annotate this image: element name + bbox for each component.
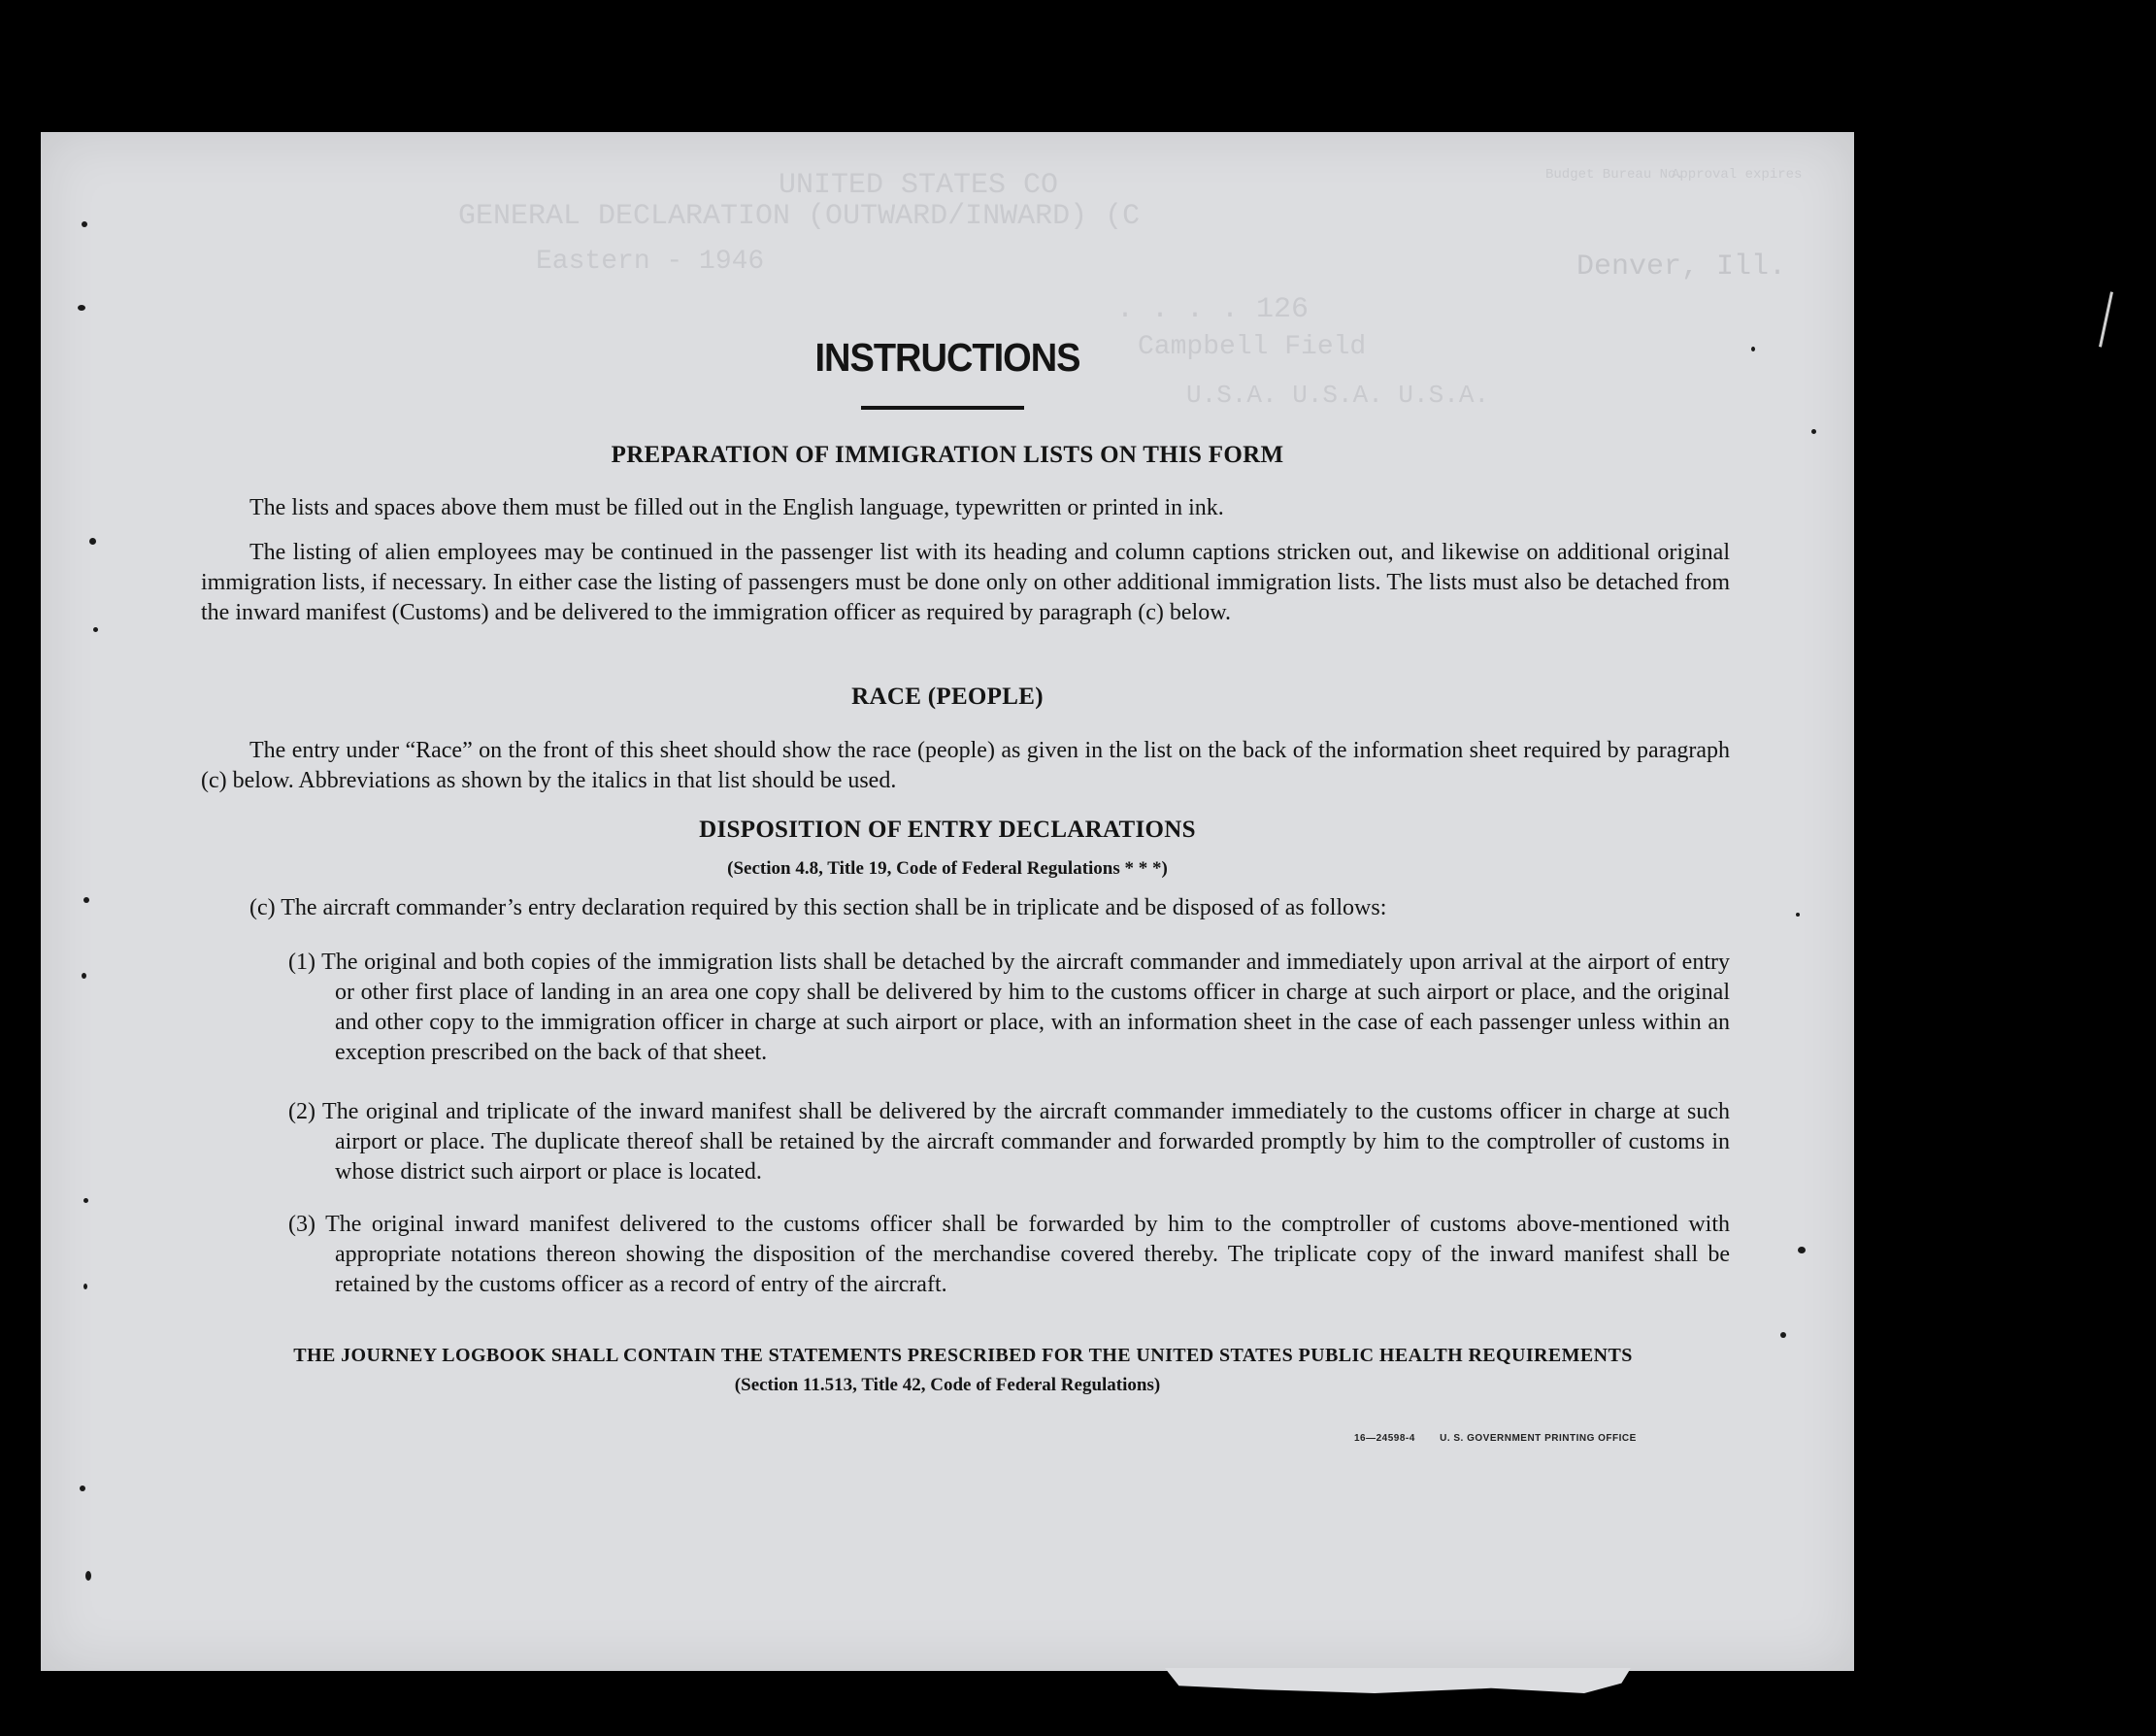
instructions-document xyxy=(41,132,1854,1671)
page-title: INSTRUCTIONS xyxy=(814,336,1080,381)
section-heading-race: RACE (PEOPLE) xyxy=(851,684,1044,710)
title-underline xyxy=(861,406,1024,410)
disposition-item-1: (1) The original and both copies of the immigration lists shall be detached by the aircraft commander and immediately upon arrival at the airport of entry or other first place of landing in an area one copy shall be delivered by him to the customs officer in charge at such airport or place, and the original and other copy to the immigration officer in charge at such airport or place, with an information sheet in the case of each passenger unless within an exception prescribed on the back of that sheet. xyxy=(288,950,1730,1065)
scan-speck xyxy=(83,897,89,903)
bleed-through-text: Denver, Ill. xyxy=(1576,250,1787,284)
scan-edge-mark xyxy=(2099,291,2113,347)
scan-speck xyxy=(1751,347,1755,351)
paper-torn-edge xyxy=(1165,1668,1631,1693)
race-paragraph: The entry under “Race” on the front of this sheet should show the race (people) as given in the list on the back of the information sheet required by paragraph (c) below. Abbreviations as shown by the italics in that list should be used. xyxy=(201,738,1730,793)
printer-name: U. S. GOVERNMENT PRINTING OFFICE xyxy=(1440,1433,1637,1444)
bleed-through-text: GENERAL DECLARATION (OUTWARD/INWARD) (C xyxy=(458,200,1141,233)
bleed-through-text: Campbell Field xyxy=(1138,332,1367,362)
bleed-through-text: U.S.A. U.S.A. U.S.A. xyxy=(1186,381,1490,410)
scan-speck xyxy=(1780,1332,1786,1338)
scan-speck xyxy=(93,627,98,632)
scan-speck xyxy=(83,1198,88,1203)
health-requirements-citation: (Section 11.513, Title 42, Code of Federal Regulations) xyxy=(734,1375,1161,1395)
bleed-through-text: UNITED STATES CO xyxy=(779,169,1059,202)
scan-speck xyxy=(82,973,86,979)
disposition-citation: (Section 4.8, Title 19, Code of Federal Regulations * * *) xyxy=(727,858,1168,879)
document-sheet xyxy=(41,132,1854,1671)
bleed-through-text: Budget Bureau No. xyxy=(1545,167,1684,183)
disposition-intro: (c) The aircraft commander’s entry declaration required by this section shall be in triplicate and be disposed of as follows: xyxy=(249,895,1387,920)
scan-speck xyxy=(78,305,85,311)
bleed-through-text: . . . . 126 xyxy=(1116,293,1310,326)
preparation-paragraph-2: The listing of alien employees may be continued in the passenger list with its heading and column captions stricken out, and likewise on additional original immigration lists, if necessary. In either case the listing of passengers must be done only on other additional immigration lists. The lists must also be detached from the inward manifest (Customs) and be delivered to the immigration officer as required by paragraph (c) below. xyxy=(201,540,1730,625)
bleed-through-text: Approval expires xyxy=(1672,167,1803,183)
section-heading-preparation: PREPARATION OF IMMIGRATION LISTS ON THIS FORM xyxy=(611,442,1284,468)
scan-speck xyxy=(1798,1247,1806,1253)
preparation-paragraph-1: The lists and spaces above them must be filled out in the English language, typewritten or printed in ink. xyxy=(249,495,1224,520)
form-number: 16—24598-4 xyxy=(1354,1433,1415,1444)
scan-speck xyxy=(1796,913,1800,917)
disposition-item-3: (3) The original inward manifest delivered to the customs officer shall be forwarded by him to the comptroller of customs above-mentioned with appropriate notations thereon showing the disposition of the merchandise covered thereby. The triplicate copy of the inward manifest shall be retained by the customs officer as a record of entry of the aircraft. xyxy=(288,1212,1730,1297)
scan-speck xyxy=(85,1571,91,1581)
printing-office-code xyxy=(1354,1433,1658,1444)
section-heading-disposition: DISPOSITION OF ENTRY DECLARATIONS xyxy=(699,817,1196,843)
health-requirements-notice: THE JOURNEY LOGBOOK SHALL CONTAIN THE STATEMENTS PRESCRIBED FOR THE UNITED STATES PUBLIC HEALTH REQUIREMENTS xyxy=(293,1345,1633,1366)
disposition-item-2: (2) The original and triplicate of the inward manifest shall be delivered by the aircraft commander immediately to the customs officer in charge at such airport or place. The duplicate thereof shall be retained by the aircraft commander and forwarded promptly by him to the comptroller of customs in whose district such airport or place is located. xyxy=(288,1099,1730,1185)
scan-speck xyxy=(83,1284,87,1289)
scan-speck xyxy=(80,1486,85,1491)
scan-speck xyxy=(1811,429,1816,434)
scan-speck xyxy=(89,538,96,545)
scan-speck xyxy=(82,221,87,227)
bleed-through-text: Eastern - 1946 xyxy=(536,247,765,277)
